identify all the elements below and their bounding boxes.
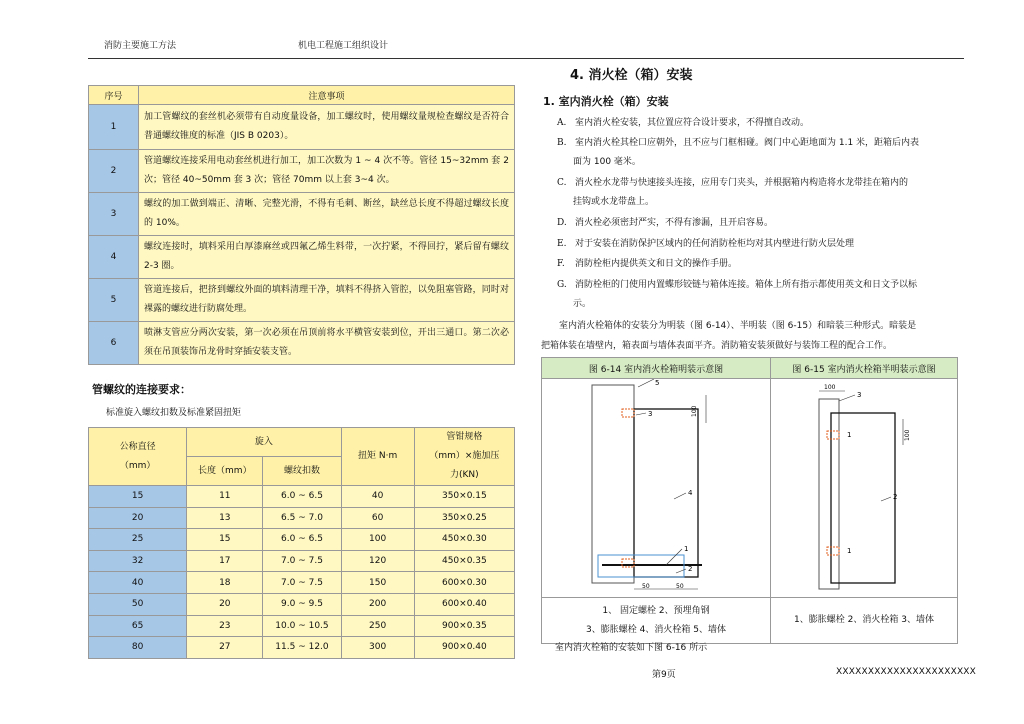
table-cell: 18 <box>187 572 263 594</box>
th-turns: 螺纹扣数 <box>263 457 341 486</box>
table-cell: 40 <box>89 572 187 594</box>
table-cell: 15 <box>89 486 187 508</box>
item-key: F. <box>557 259 565 269</box>
table-row <box>89 529 515 551</box>
table-cell: 450×0.30 <box>414 529 514 551</box>
table-cell: 7.0 ~ 7.5 <box>263 572 341 594</box>
table-row <box>89 615 515 637</box>
table-row <box>89 507 515 529</box>
leader <box>638 379 654 387</box>
row-no: 1 <box>89 105 139 150</box>
table-row <box>89 193 515 236</box>
label-100: 100 <box>691 405 698 417</box>
table-cell: 25 <box>89 529 187 551</box>
subsection-title: 1. 室内消火栓（箱）安装 <box>543 95 669 108</box>
table-cell: 100 <box>341 529 414 551</box>
table-cell: 250 <box>341 615 414 637</box>
table-cell: 40 <box>341 486 414 508</box>
th-wrench-3: 力(KN) <box>450 470 479 480</box>
leader <box>674 493 686 499</box>
label-50a: 50 <box>642 583 650 590</box>
notes-table <box>88 85 515 365</box>
header-rule <box>88 58 964 59</box>
table-cell: 11 <box>187 486 263 508</box>
bolt-lower <box>827 547 839 555</box>
figure-1-drawing <box>542 379 770 594</box>
th-screw-in: 旋入 <box>187 428 341 457</box>
th-wrench <box>414 428 514 486</box>
label-2: 2 <box>688 565 693 573</box>
row-no: 3 <box>89 193 139 236</box>
th-wrench-1: 管钳规格 <box>446 432 483 442</box>
bolt-3 <box>622 409 634 417</box>
item-text: 对于安装在消防保护区域内的任何消防栓柜均对其内壁进行防火层处理 <box>575 239 855 249</box>
table-row <box>89 322 515 365</box>
leader <box>666 549 682 565</box>
label-1-lower: 1 <box>847 547 852 555</box>
list-item <box>557 214 964 233</box>
legend-line: 1、 固定螺栓 2、预埋角钢 <box>602 605 710 616</box>
thread-section-subtitle: 标准旋入螺纹扣数及标准紧固扭矩 <box>106 408 242 418</box>
table-cell: 32 <box>89 550 187 572</box>
legend-line: 3、膨胀螺栓 4、消火栓箱 5、墙体 <box>586 624 726 635</box>
paragraph-line: 室内消火栓箱体的安装分为明装（图 6-14）、半明装（图 6-15）和暗装三种形式。暗装是 <box>559 321 917 331</box>
label-3: 3 <box>648 410 653 418</box>
table-row <box>89 572 515 594</box>
thread-section-title: 管螺纹的连接要求： <box>92 383 191 396</box>
item-text-cont: 示。 <box>573 299 592 309</box>
row-no: 5 <box>89 279 139 322</box>
item-text: 室内消火栓其栓口应朝外，且不应与门框相碰。阀门中心距地面为 1.1 米，距箱后内表 <box>575 138 920 148</box>
tail-text: 室内消火栓箱的安装如下图 6-16 所示 <box>555 643 708 653</box>
list-item <box>557 235 964 254</box>
wall-shape <box>819 399 839 589</box>
table-cell: 300 <box>341 637 414 659</box>
label-5: 5 <box>655 379 660 387</box>
item-text-cont: 挂钩或水龙带盘上。 <box>573 197 655 207</box>
table-cell: 9.0 ~ 9.5 <box>263 593 341 615</box>
table-row <box>89 637 515 659</box>
table-cell: 200 <box>341 593 414 615</box>
item-key: G. <box>557 280 567 290</box>
leader <box>881 497 891 501</box>
table-cell: 120 <box>341 550 414 572</box>
table-row <box>89 486 515 508</box>
row-text: 管道螺纹连接采用电动套丝机进行加工，加工次数为 1 ~ 4 次不等。管径 15~32mm 套 2 次；管径 40~50mm 套 3 次；管径 70mm 以上套 3~4 次。 <box>139 150 515 193</box>
row-text: 加工管螺纹的套丝机必须带有自动度量设备，加工螺纹时，使用螺纹量规检查螺纹是否符合普通螺纹锥度的标准（JIS B 0203）。 <box>139 105 515 150</box>
leader <box>839 395 855 401</box>
table-row <box>89 279 515 322</box>
list-item <box>557 276 964 314</box>
item-key: B. <box>557 138 567 148</box>
bolt-upper <box>827 431 839 439</box>
notes-header-no: 序号 <box>89 86 139 105</box>
th-diameter-unit: （mm） <box>119 460 156 471</box>
table-cell: 600×0.30 <box>414 572 514 594</box>
table-cell: 600×0.40 <box>414 593 514 615</box>
table-row <box>89 236 515 279</box>
notes-header-text: 注意事项 <box>139 86 515 105</box>
table-cell: 350×0.15 <box>414 486 514 508</box>
table-cell: 17 <box>187 550 263 572</box>
row-no: 4 <box>89 236 139 279</box>
table-row <box>89 150 515 193</box>
item-text: 消火栓水龙带与快速接头连接，应用专门夹头，并根据箱内构造将水龙带挂在箱内的 <box>575 178 909 188</box>
list-item <box>557 114 964 133</box>
item-text-cont: 面为 100 毫米。 <box>573 157 641 167</box>
header-center: 机电工程施工组织设计 <box>298 41 389 51</box>
row-text: 管道连接后，把挤到螺纹外面的填料清理干净，填料不得挤入管腔，以免阻塞管路，同时对裸露的螺纹进行防腐处理。 <box>139 279 515 322</box>
label-100-side: 100 <box>904 429 911 441</box>
table-row <box>89 550 515 572</box>
row-no: 2 <box>89 150 139 193</box>
item-text: 消防栓柜的门使用内置蝶形铰链与箱体连接。箱体上所有指示都使用英文和日文予以标 <box>575 280 918 290</box>
item-key: D. <box>557 218 567 228</box>
th-length: 长度（mm） <box>187 457 263 486</box>
row-text: 喷淋支管应分两次安装，第一次必须在吊顶前将水平横管安装到位，开出三通口。第二次必须在吊顶装饰吊龙骨时穿插安装支管。 <box>139 322 515 365</box>
table-row <box>89 105 515 150</box>
table-cell: 7.0 ~ 7.5 <box>263 550 341 572</box>
table-cell: 900×0.35 <box>414 615 514 637</box>
footer-code: XXXXXXXXXXXXXXXXXXXXXX <box>836 667 977 677</box>
table-cell: 60 <box>341 507 414 529</box>
cabinet-shape <box>831 413 898 583</box>
th-wrench-2: （mm）×施加压 <box>429 451 500 461</box>
th-diameter <box>89 428 187 486</box>
table-cell: 900×0.40 <box>414 637 514 659</box>
table-cell: 50 <box>89 593 187 615</box>
figure-2-legend: 1、膨胀螺栓 2、消火栓箱 3、墙体 <box>771 598 958 644</box>
section-title: 4. 消火栓（箱）安装 <box>570 68 693 83</box>
table-cell: 80 <box>89 637 187 659</box>
figure-caption-1: 图 6-14 室内消火栓箱明装示意图 <box>542 358 771 379</box>
figure-table <box>541 357 958 644</box>
label-1-upper: 1 <box>847 431 852 439</box>
table-cell: 15 <box>187 529 263 551</box>
list-item <box>557 255 964 274</box>
header-left: 消防主要施工方法 <box>104 41 177 51</box>
label-4: 4 <box>688 489 693 497</box>
label-3: 3 <box>857 391 862 399</box>
thread-table <box>88 427 515 659</box>
table-cell: 6.0 ~ 6.5 <box>263 486 341 508</box>
figure-caption-2: 图 6-15 室内消火栓箱半明装示意图 <box>771 358 958 379</box>
label-2: 2 <box>893 493 898 501</box>
row-text: 螺纹连接时，填料采用白厚漆麻丝或四氟乙烯生料带，一次拧紧，不得回拧，紧后留有螺纹 2-3 圈。 <box>139 236 515 279</box>
wall-shape <box>592 385 634 583</box>
item-text: 消防栓柜内提供英文和日文的操作手册。 <box>575 259 738 269</box>
list-item <box>557 134 964 172</box>
table-cell: 20 <box>187 593 263 615</box>
leader <box>636 413 646 415</box>
row-no: 6 <box>89 322 139 365</box>
item-key: A. <box>557 118 567 128</box>
table-cell: 150 <box>341 572 414 594</box>
th-diameter-label: 公称直径 <box>119 441 156 452</box>
figure-2-cell <box>771 379 958 598</box>
table-cell: 65 <box>89 615 187 637</box>
table-cell: 450×0.35 <box>414 550 514 572</box>
table-cell: 10.0 ~ 10.5 <box>263 615 341 637</box>
figure-2-drawing <box>771 379 957 594</box>
figure-1-cell <box>542 379 771 598</box>
table-cell: 350×0.25 <box>414 507 514 529</box>
table-cell: 6.0 ~ 6.5 <box>263 529 341 551</box>
item-key: C. <box>557 178 567 188</box>
th-torque: 扭矩 N·m <box>341 428 414 486</box>
table-cell: 13 <box>187 507 263 529</box>
table-cell: 27 <box>187 637 263 659</box>
page-number: 第9页 <box>652 670 676 680</box>
table-cell: 20 <box>89 507 187 529</box>
label-100-top: 100 <box>824 384 836 391</box>
table-cell: 11.5 ~ 12.0 <box>263 637 341 659</box>
item-key: E. <box>557 239 567 249</box>
row-text: 螺纹的加工做到端正、清晰、完整光滑，不得有毛刺、断丝，缺丝总长度不得超过螺纹长度的 10%。 <box>139 193 515 236</box>
figure-1-legend <box>542 598 771 644</box>
item-text: 室内消火栓安装，其位置应符合设计要求，不得擅自改动。 <box>575 118 810 128</box>
item-text: 消火栓必须密封严实，不得有渗漏，且开启容易。 <box>575 218 774 228</box>
label-50b: 50 <box>676 583 684 590</box>
label-1: 1 <box>684 545 689 553</box>
list-item <box>557 174 964 212</box>
table-cell: 23 <box>187 615 263 637</box>
table-cell: 6.5 ~ 7.0 <box>263 507 341 529</box>
table-row <box>89 593 515 615</box>
paragraph-line: 把箱体装在墙壁内，箱表面与墙体表面平齐。消防箱安装须做好与装饰工程的配合工作。 <box>541 341 893 351</box>
